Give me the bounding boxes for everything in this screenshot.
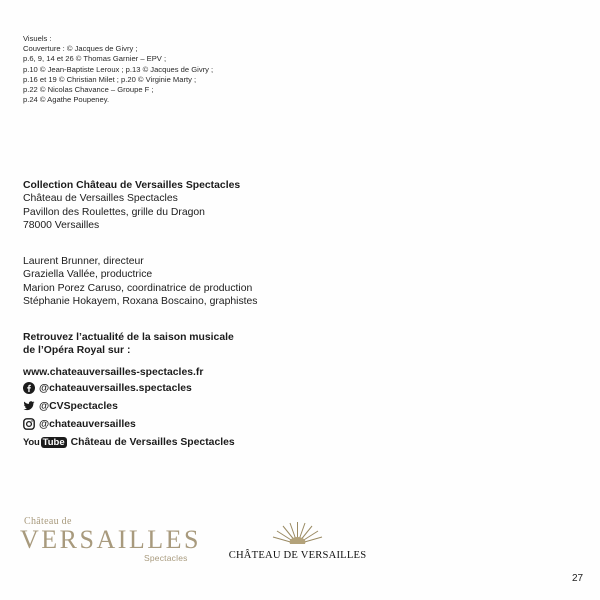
team-member: Marion Porez Caruso, coordinatrice de production <box>23 282 253 294</box>
website-link[interactable]: www.chateauversailles-spectacles.fr <box>23 366 204 378</box>
social-twitter[interactable] <box>23 397 235 415</box>
team-member: Laurent Brunner, directeur <box>23 256 144 267</box>
versailles-spectacles-logo <box>20 516 201 563</box>
social-label: @CVSpectacles <box>39 400 118 412</box>
page-number: 27 <box>572 573 584 584</box>
credits-line: p.10 © Jean-Baptiste Leroux ; p.13 © Jacques de Givry ; <box>23 64 214 74</box>
address-line: Château de Versailles Spectacles <box>23 193 178 205</box>
social-youtube[interactable] <box>23 433 235 451</box>
credits-line: p.16 et 19 © Christian Milet ; p.20 © Virginie Marty ; <box>23 74 197 84</box>
credits-heading: Visuels : <box>23 34 52 43</box>
social-label: @chateauversailles.spectacles <box>39 382 192 394</box>
address-line: Pavillon des Roulettes, grille du Dragon <box>23 206 205 218</box>
team-block <box>23 255 258 309</box>
season-intro: Retrouvez l’actualité de la saison musicale <box>23 332 234 343</box>
season-block <box>23 331 235 451</box>
collection-title: Collection Château de Versailles Spectacles <box>23 180 241 191</box>
photo-credits <box>23 34 213 105</box>
season-intro: de l’Opéra Royal sur : <box>23 345 131 357</box>
address-line: 78000 Versailles <box>23 220 100 232</box>
facebook-icon <box>23 382 35 394</box>
youtube-icon-tube: Tube <box>42 436 65 448</box>
team-member: Stéphanie Hokayem, Roxana Boscaino, graphistes <box>23 296 258 308</box>
youtube-icon-you: You <box>23 436 40 448</box>
credits-line: Couverture : © Jacques de Givry ; <box>23 44 138 54</box>
sun-emblem-icon <box>270 520 325 548</box>
social-label: @chateauversailles <box>39 418 136 430</box>
social-label: Château de Versailles Spectacles <box>70 436 235 448</box>
chateau-de-versailles-logo <box>225 520 370 565</box>
logo-name-text: CHÂTEAU DE VERSAILLES <box>228 550 367 561</box>
social-instagram[interactable] <box>23 415 235 433</box>
social-facebook[interactable] <box>23 379 235 397</box>
collection-block <box>23 179 240 233</box>
credits-line: p.6, 9, 14 et 26 © Thomas Garnier – EPV ; <box>23 54 167 64</box>
youtube-icon <box>23 436 67 449</box>
logo-main-text: VERSAILLES <box>20 525 201 554</box>
credits-line: p.22 © Nicolas Chavance – Groupe F ; <box>23 85 154 95</box>
logo-top-text: Château de <box>24 516 72 527</box>
team-member: Graziella Vallée, productrice <box>23 269 153 281</box>
logo-sub-text: Spectacles <box>144 553 188 563</box>
credits-line: p.24 © Agathe Poupeney. <box>23 95 110 105</box>
instagram-icon <box>23 418 35 430</box>
twitter-icon <box>23 400 35 412</box>
